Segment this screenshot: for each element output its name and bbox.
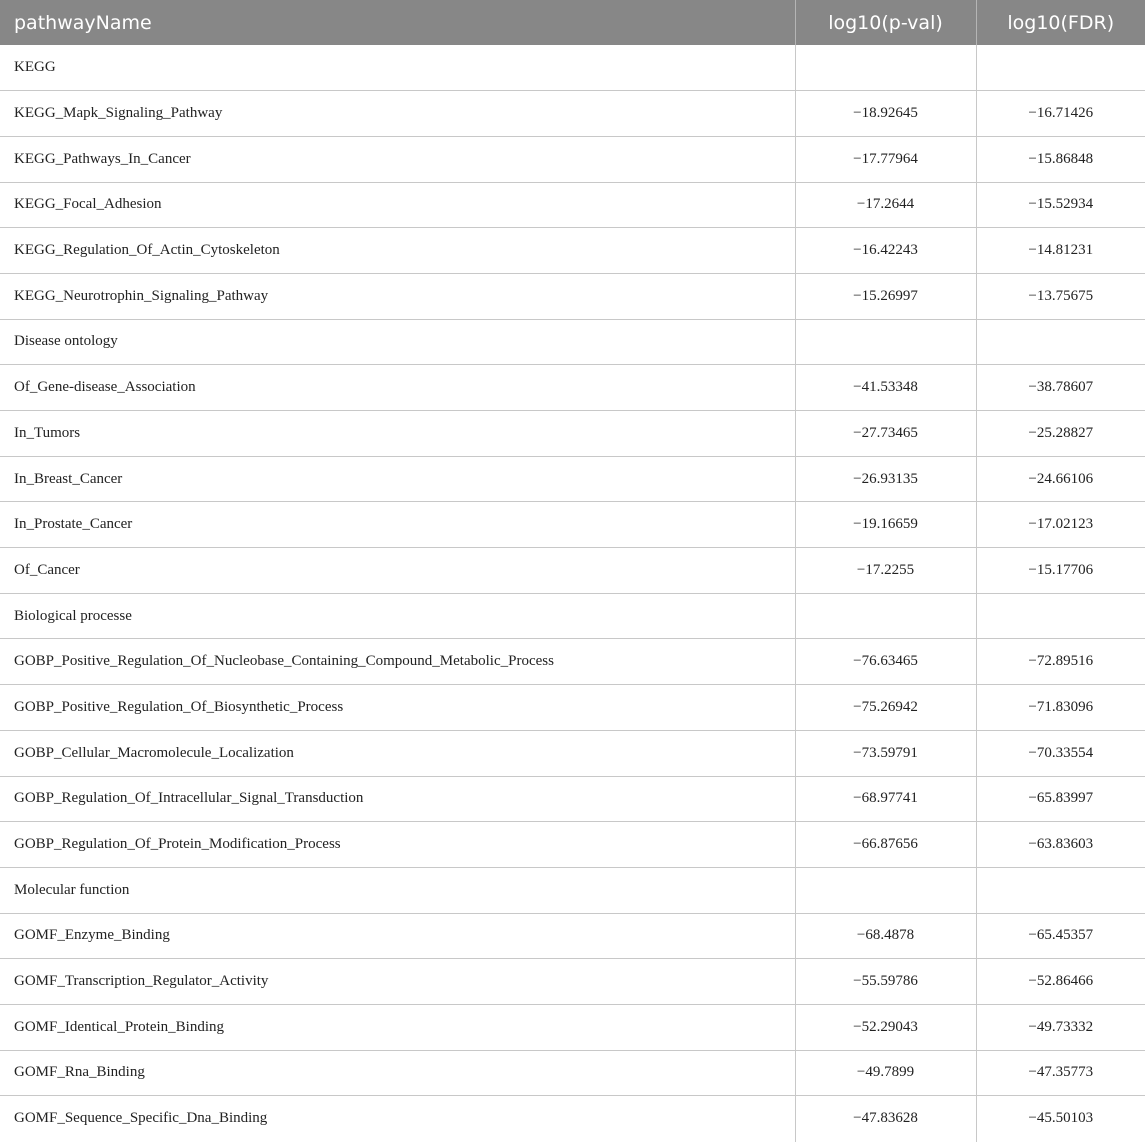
section-label: Molecular function bbox=[0, 867, 795, 913]
log10-fdr-cell: −15.52934 bbox=[976, 182, 1145, 228]
table-row bbox=[0, 776, 1145, 822]
table-body bbox=[0, 45, 1145, 1142]
table-row bbox=[0, 959, 1145, 1005]
table-row bbox=[0, 822, 1145, 868]
log10-fdr-cell: −24.66106 bbox=[976, 456, 1145, 502]
log10-fdr-cell: −14.81231 bbox=[976, 228, 1145, 274]
log10-pval-cell: −55.59786 bbox=[795, 959, 976, 1005]
log10-fdr-cell: −25.28827 bbox=[976, 411, 1145, 457]
table-row bbox=[0, 228, 1145, 274]
log10-pval-cell: −68.4878 bbox=[795, 913, 976, 959]
log10-fdr-cell: −63.83603 bbox=[976, 822, 1145, 868]
pathway-name-cell: KEGG_Pathways_In_Cancer bbox=[0, 136, 795, 182]
log10-pval-cell: −15.26997 bbox=[795, 273, 976, 319]
log10-fdr-cell bbox=[976, 867, 1145, 913]
log10-pval-cell: −47.83628 bbox=[795, 1096, 976, 1142]
pathway-name-cell: KEGG_Regulation_Of_Actin_Cytoskeleton bbox=[0, 228, 795, 274]
log10-pval-cell: −66.87656 bbox=[795, 822, 976, 868]
log10-fdr-cell bbox=[976, 45, 1145, 91]
pathway-name-cell: GOMF_Identical_Protein_Binding bbox=[0, 1004, 795, 1050]
log10-fdr-cell: −65.83997 bbox=[976, 776, 1145, 822]
table-row bbox=[0, 1096, 1145, 1142]
log10-pval-cell: −68.97741 bbox=[795, 776, 976, 822]
pathway-name-cell: Of_Gene-disease_Association bbox=[0, 365, 795, 411]
header-log10-fdr: log10(FDR) bbox=[1007, 11, 1115, 34]
pathway-name-cell: Of_Cancer bbox=[0, 548, 795, 594]
log10-pval-cell: −17.2644 bbox=[795, 182, 976, 228]
pathway-name-cell: GOMF_Enzyme_Binding bbox=[0, 913, 795, 959]
pathway-name-cell: GOBP_Regulation_Of_Intracellular_Signal_Transduction bbox=[0, 776, 795, 822]
log10-fdr-cell: −17.02123 bbox=[976, 502, 1145, 548]
log10-fdr-cell: −70.33554 bbox=[976, 730, 1145, 776]
pathway-name-cell: GOBP_Regulation_Of_Protein_Modification_Process bbox=[0, 822, 795, 868]
section-label: Biological processe bbox=[0, 593, 795, 639]
log10-fdr-cell: −52.86466 bbox=[976, 959, 1145, 1005]
table-row bbox=[0, 411, 1145, 457]
pathway-name-cell: In_Tumors bbox=[0, 411, 795, 457]
pathway-name-cell: KEGG_Neurotrophin_Signaling_Pathway bbox=[0, 273, 795, 319]
log10-pval-cell: −27.73465 bbox=[795, 411, 976, 457]
pathway-name-cell: GOBP_Positive_Regulation_Of_Nucleobase_Containing_Compound_Metabolic_Process bbox=[0, 639, 795, 685]
log10-fdr-cell bbox=[976, 593, 1145, 639]
log10-fdr-cell: −72.89516 bbox=[976, 639, 1145, 685]
log10-pval-cell: −18.92645 bbox=[795, 91, 976, 137]
table-row bbox=[0, 639, 1145, 685]
log10-pval-cell: −17.77964 bbox=[795, 136, 976, 182]
log10-fdr-cell: −49.73332 bbox=[976, 1004, 1145, 1050]
table-row bbox=[0, 1004, 1145, 1050]
log10-fdr-cell: −15.86848 bbox=[976, 136, 1145, 182]
table-row bbox=[0, 136, 1145, 182]
table-row bbox=[0, 913, 1145, 959]
pathway-name-cell: In_Breast_Cancer bbox=[0, 456, 795, 502]
pathway-name-cell: GOMF_Transcription_Regulator_Activity bbox=[0, 959, 795, 1005]
table-row bbox=[0, 1050, 1145, 1096]
section-row bbox=[0, 867, 1145, 913]
log10-fdr-cell: −38.78607 bbox=[976, 365, 1145, 411]
pathway-name-cell: KEGG_Mapk_Signaling_Pathway bbox=[0, 91, 795, 137]
table-row bbox=[0, 91, 1145, 137]
section-row bbox=[0, 319, 1145, 365]
section-row bbox=[0, 593, 1145, 639]
pathway-name-cell: KEGG_Focal_Adhesion bbox=[0, 182, 795, 228]
pathway-name-cell: GOMF_Sequence_Specific_Dna_Binding bbox=[0, 1096, 795, 1142]
log10-fdr-cell: −45.50103 bbox=[976, 1096, 1145, 1142]
pathway-name-cell: In_Prostate_Cancer bbox=[0, 502, 795, 548]
pathway-name-cell: GOMF_Rna_Binding bbox=[0, 1050, 795, 1096]
log10-fdr-cell: −16.71426 bbox=[976, 91, 1145, 137]
table-row bbox=[0, 548, 1145, 594]
table-row bbox=[0, 456, 1145, 502]
pathway-name-cell: GOBP_Positive_Regulation_Of_Biosynthetic_Process bbox=[0, 685, 795, 731]
section-label: Disease ontology bbox=[0, 319, 795, 365]
log10-pval-cell bbox=[795, 319, 976, 365]
log10-pval-cell: −52.29043 bbox=[795, 1004, 976, 1050]
log10-pval-cell bbox=[795, 45, 976, 91]
log10-fdr-cell: −13.75675 bbox=[976, 273, 1145, 319]
table-header-row bbox=[0, 0, 1145, 45]
section-label: KEGG bbox=[0, 45, 795, 91]
log10-pval-cell: −17.2255 bbox=[795, 548, 976, 594]
log10-fdr-cell: −15.17706 bbox=[976, 548, 1145, 594]
log10-fdr-cell: −71.83096 bbox=[976, 685, 1145, 731]
log10-pval-cell: −26.93135 bbox=[795, 456, 976, 502]
log10-pval-cell: −73.59791 bbox=[795, 730, 976, 776]
table-row bbox=[0, 273, 1145, 319]
log10-fdr-cell: −65.45357 bbox=[976, 913, 1145, 959]
header-log10-pval: log10(p-val) bbox=[795, 0, 976, 45]
log10-pval-cell: −75.26942 bbox=[795, 685, 976, 731]
pathway-name-cell: GOBP_Cellular_Macromolecule_Localization bbox=[0, 730, 795, 776]
header-pathway-name: pathwayName bbox=[0, 0, 795, 45]
log10-pval-cell: −16.42243 bbox=[795, 228, 976, 274]
log10-pval-cell bbox=[795, 867, 976, 913]
table-row bbox=[0, 730, 1145, 776]
table-row bbox=[0, 685, 1145, 731]
log10-pval-cell bbox=[795, 593, 976, 639]
log10-pval-cell: −76.63465 bbox=[795, 639, 976, 685]
log10-pval-cell: −41.53348 bbox=[795, 365, 976, 411]
log10-fdr-cell bbox=[976, 319, 1145, 365]
table-row bbox=[0, 182, 1145, 228]
table-row bbox=[0, 502, 1145, 548]
log10-pval-cell: −49.7899 bbox=[795, 1050, 976, 1096]
section-row bbox=[0, 45, 1145, 91]
log10-pval-cell: −19.16659 bbox=[795, 502, 976, 548]
log10-fdr-cell: −47.35773 bbox=[976, 1050, 1145, 1096]
table-row bbox=[0, 365, 1145, 411]
